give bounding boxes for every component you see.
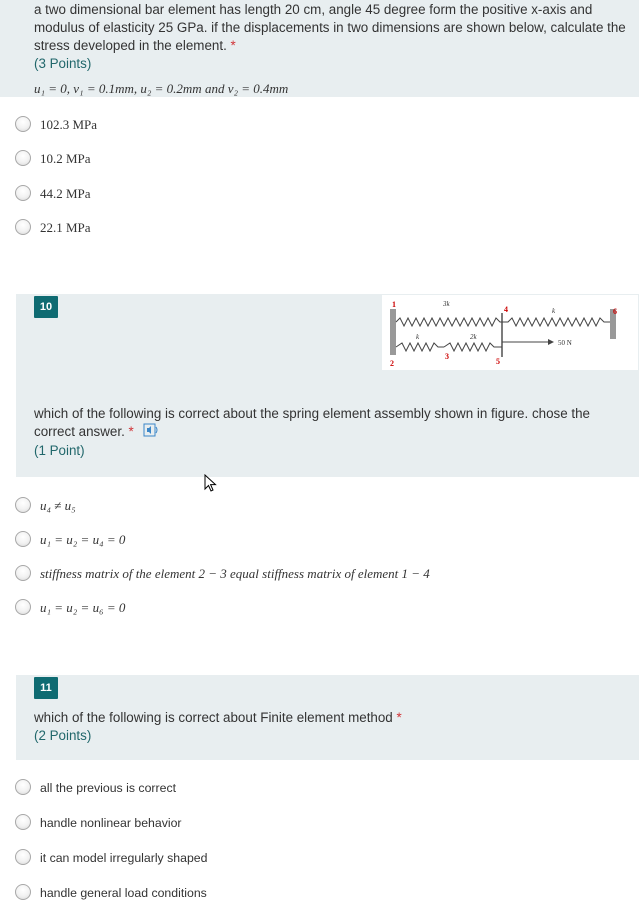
question-10-number-badge: 10 (34, 296, 58, 318)
q9-option-3-radio[interactable] (15, 185, 31, 201)
q11-option-1-radio[interactable] (15, 779, 31, 795)
question-9-given-values: u₁ = 0, v₁ = 0.1mm, u₂ = 0.2mm and v₂ = 0.4mm (34, 81, 289, 96)
question-9-text: a two dimensional bar element has length 20 cm, angle 45 degree form the positive x-axis and modulus of elasticity 25 GPa. if the displacements in two dimensions are shown below, calculate the stress developed in the element. (34, 2, 626, 53)
q10-option-2-radio[interactable] (15, 531, 31, 547)
force-arrow-head (548, 339, 554, 345)
q10-option-3-radio[interactable] (15, 565, 31, 581)
node-5-label: 5 (496, 357, 500, 366)
q11-option-4-label[interactable]: handle general load conditions (40, 886, 207, 900)
left-wall (390, 309, 396, 355)
q9-option-2-radio[interactable] (15, 150, 31, 166)
force-label: 50 N (558, 339, 572, 347)
spring-k-mid-label: k (416, 333, 420, 341)
spring-3k (396, 318, 502, 326)
question-10-text: which of the following is correct about the spring element assembly shown in figure. chose the correct answer. (34, 406, 591, 440)
question-11-text: which of the following is correct about Finite element method (34, 710, 393, 725)
spring-3k-label: 3k (443, 300, 450, 308)
q10-option-4-radio[interactable] (15, 599, 31, 615)
q10-option-1-label[interactable]: u₄ ≠ u₅ (40, 498, 76, 513)
question-9-text-block (34, 1, 629, 73)
node-1-label: 1 (392, 300, 396, 309)
q11-option-4-radio[interactable] (15, 884, 31, 900)
question-9-points: (3 Points) (34, 56, 92, 71)
q11-option-2-radio[interactable] (15, 814, 31, 830)
question-10-points: (1 Point) (34, 443, 85, 458)
spring-2k-label: 2k (470, 333, 477, 341)
q10-option-4-label[interactable]: u₁ = u₂ = u₆ = 0 (40, 600, 126, 615)
node-6-label: 6 (613, 307, 617, 316)
q10-option-2-label[interactable]: u₁ = u₂ = u₄ = 0 (40, 532, 126, 547)
q9-option-4-radio[interactable] (15, 219, 31, 235)
required-asterisk: * (396, 710, 402, 725)
q11-option-3-radio[interactable] (15, 849, 31, 865)
node-2-label: 2 (390, 359, 394, 368)
q9-option-4-label[interactable]: 22.1 MPa (40, 220, 91, 235)
question-11-points: (2 Points) (34, 728, 92, 743)
q11-option-1-label[interactable]: all the previous is correct (40, 781, 177, 795)
q10-option-3-label[interactable]: stiffness matrix of the element 2 − 3 equal stiffness matrix of element 1 − 4 (40, 566, 430, 581)
spring-assembly-figure (382, 295, 638, 370)
spring-k-right-label: k (552, 307, 556, 315)
q9-option-3-label[interactable]: 44.2 MPa (40, 186, 91, 201)
question-11-text-block (34, 709, 629, 745)
mouse-pointer-icon (204, 474, 218, 499)
node-3-label: 3 (445, 352, 449, 361)
required-asterisk: * (128, 424, 134, 440)
q9-option-1-label[interactable]: 102.3 MPa (40, 117, 98, 132)
spring-2k (444, 343, 502, 351)
spring-k-right (502, 318, 610, 326)
required-asterisk: * (230, 38, 236, 53)
node-4-label: 4 (504, 305, 508, 314)
spring-k-mid (396, 343, 444, 351)
q11-option-3-label[interactable]: it can model irregularly shaped (40, 851, 208, 865)
q9-option-2-label[interactable]: 10.2 MPa (40, 151, 91, 166)
spring-diagram (382, 295, 638, 370)
q11-option-2-label[interactable]: handle nonlinear behavior (40, 816, 182, 830)
immersive-reader-icon[interactable] (143, 423, 161, 442)
question-11-number-badge: 11 (34, 677, 58, 699)
q10-option-1-radio[interactable] (15, 497, 31, 513)
q9-option-1-radio[interactable] (15, 116, 31, 132)
question-10-text-block (34, 405, 629, 460)
